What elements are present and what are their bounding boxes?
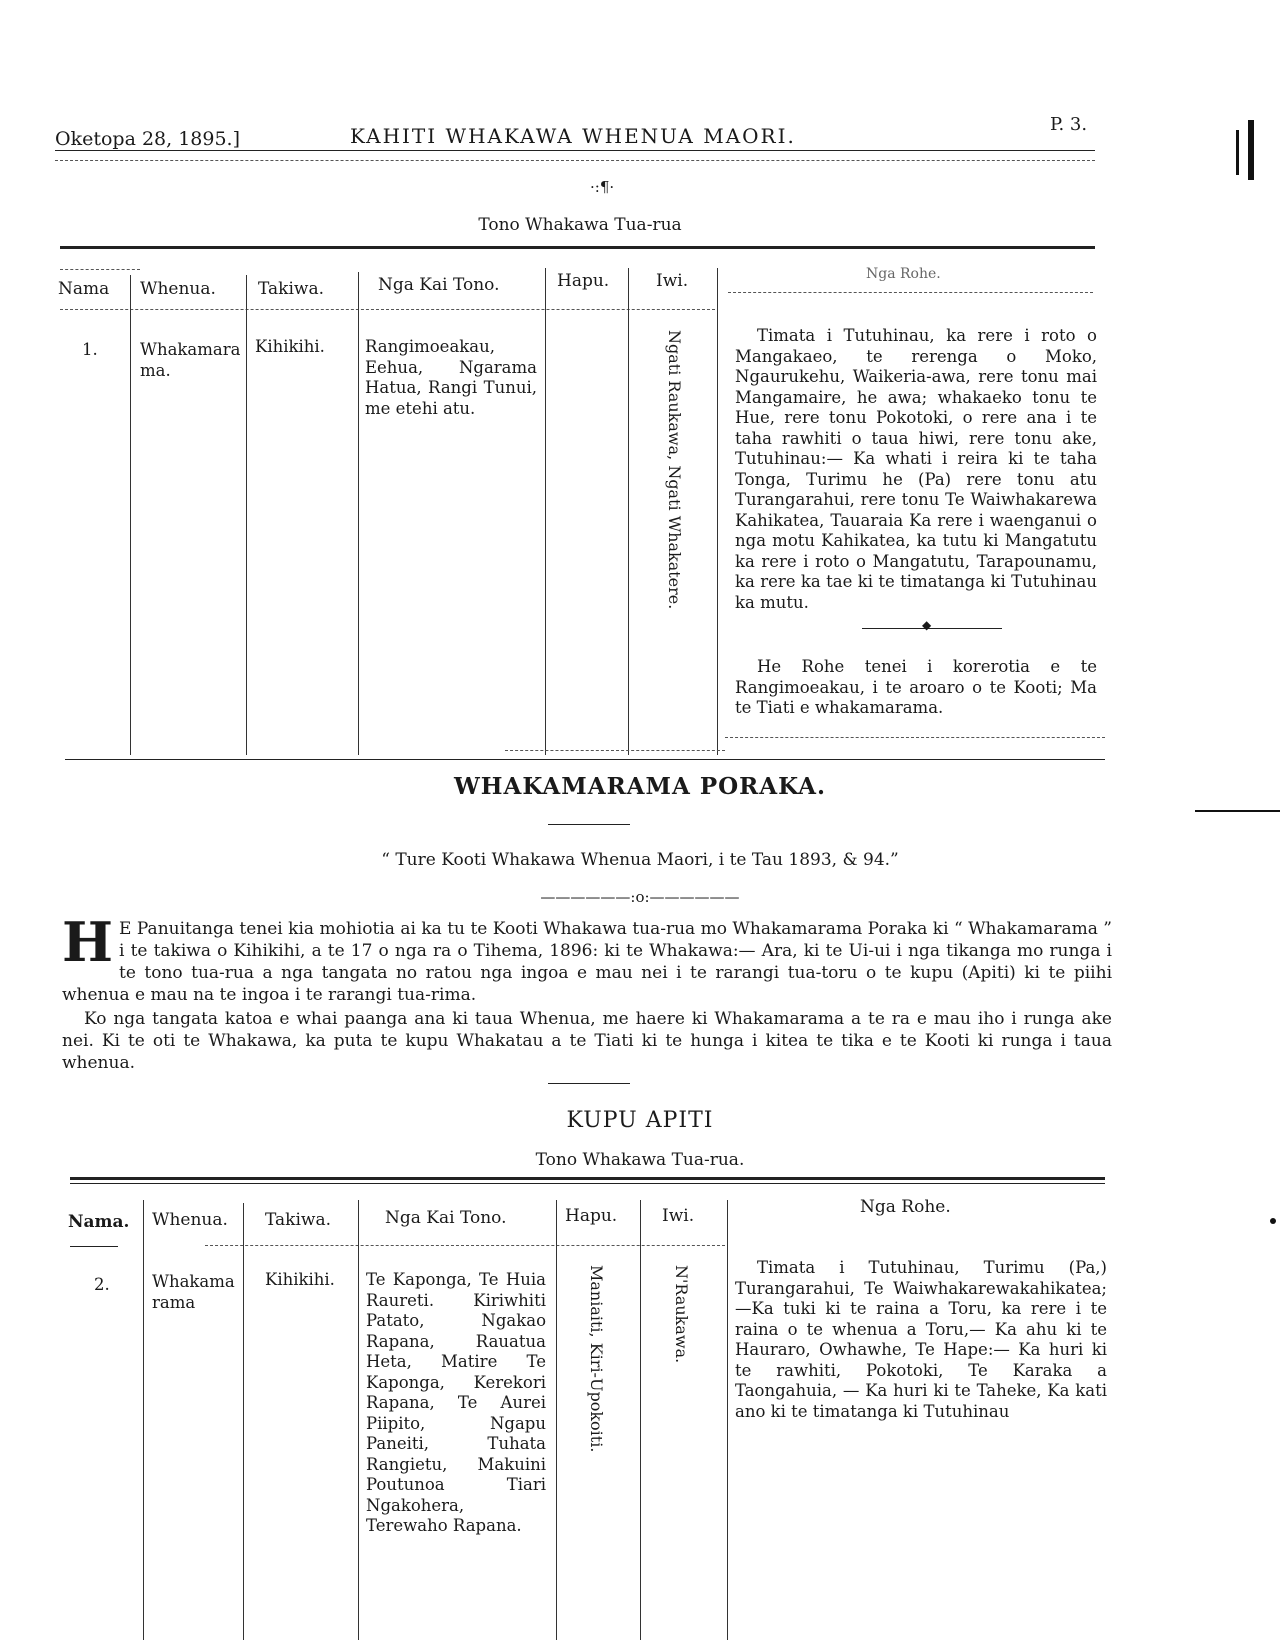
- table1-header-rule: [60, 309, 715, 310]
- table1-divider-1: [130, 275, 131, 755]
- table1-rohe: Timata i Tutuhinau, ka rere i roto o Mangakaeo, te rerenga o Moko, Ngaurukehu, Waikeria-awa, rere tonu mai Mangamaire, he awa; whakaeko tonu te Hue, rere tonu Pokotoki, o rere ana i te taha rawhiti o taua hiwi, rere tonu ake, Tutuhinau:— Ka whati i reira ki te taha Tonga, Turimu he (Pa) rere tonu atu Turangarahui, rere tonu Te Waiwhakarewa Kahikatea, Tauaraia Ka rere i waenganui o nga motu Kahikatea, ka tutu ki Mangatutu ka rere i roto o Mangatutu, Tarapounamu, ka rere ka tae ki te timatanga ki Tutuhinau ka mutu.: [735, 326, 1097, 612]
- table1-iwi: Ngati Raukawa, Ngati Whakatere.: [665, 330, 684, 610]
- schedule-col-whenua: Whenua.: [152, 1210, 228, 1230]
- scan-edge-dot: [1270, 1218, 1276, 1224]
- schedule-divider-4: [556, 1200, 557, 1640]
- table1-kai-tono: Rangimoeakau, Eehua, Ngarama Hatua, Rangi Tunui, me etehi atu.: [365, 337, 537, 418]
- notice-heading: WHAKAMARAMA PORAKA.: [453, 773, 827, 800]
- scan-edge-line: [1195, 810, 1280, 812]
- schedule-iwi: N'Raukawa.: [672, 1265, 691, 1364]
- schedule-header-rule-left: [70, 1246, 118, 1247]
- scan-edge-mark: [1248, 120, 1254, 180]
- schedule-whenua: Whakamarama: [152, 1272, 235, 1312]
- schedule-nama: 2.: [94, 1275, 110, 1294]
- table1-header-rule-right: [728, 292, 1093, 293]
- schedule-divider-5: [640, 1200, 641, 1640]
- schedule-divider-3: [358, 1200, 359, 1640]
- schedule-top-rule: [70, 1177, 1105, 1180]
- schedule-col-nama: Nama.: [68, 1212, 130, 1232]
- issue-date: Oketopa 28, 1895.]: [55, 128, 240, 150]
- table1-col-rohe: Nga Rohe.: [866, 266, 941, 282]
- schedule-col-rohe: Nga Rohe.: [860, 1197, 951, 1217]
- table1-divider-4: [545, 268, 546, 755]
- table1-top-rule: [60, 246, 1095, 249]
- table1-col-iwi: Iwi.: [656, 271, 689, 291]
- notice-end-rule: [548, 1083, 630, 1084]
- schedule-kai-tono: Te Kaponga, Te Huia Raureti. Kiriwhiti Patato, Ngakao Rapana, Rauatua Heta, Matire Te Kaponga, Kerekori Rapana, Te Aurei Piipito, Ngapu Paneiti, Tuhata Rangietu, Makuini Poutunoa Tiari Ngakohera, Terewaho Rapana.: [366, 1270, 546, 1535]
- table1-divider-3: [358, 272, 359, 755]
- table1-col-whenua: Whenua.: [140, 279, 216, 299]
- page-number: P. 3.: [1050, 114, 1088, 135]
- schedule-rohe: Timata i Tutuhinau, Turimu (Pa,) Turangarahui, Te Waiwhakarewakahikatea;—Ka tuki ki te raina a Toru, ka rere i te raina o te whenua a Toru,— Ka ahu ki te Hauraro, Owhawhe, Te Hape:— Ka huri ki te rawhiti, Pokotoki, Te Karaka a Taongahuia, — Ka huri ki te Taheke, Ka kati ano ki te timatanga ki Tutuhinau: [735, 1258, 1107, 1421]
- table1-rule-left: [60, 269, 140, 270]
- notice-paragraph-2: Ko nga tangata katoa e whai paanga ana ki taua Whenua, me haere ki Whakamarama a te ra e mau iho i runga ake nei. Ki te oti te Whakawa, ka puta te kupu Whakatau a te Tiati ki te hunga i kitea te tika e te Kooti ki runga i taua whenua.: [62, 1009, 1112, 1073]
- diamond-separator: [862, 628, 1002, 629]
- table1-divider-2: [246, 275, 247, 755]
- table1-col-hapu: Hapu.: [557, 271, 610, 291]
- notice-act: “ Ture Kooti Whakawa Whenua Maori, i te Tau 1893, & 94.”: [381, 850, 899, 870]
- notice-heading-rule: [548, 824, 630, 825]
- schedule-top-rule-thin: [70, 1183, 1105, 1184]
- schedule-hapu: Maniaiti, Kiri-Upokoiti.: [587, 1265, 606, 1453]
- table1-bottom-rule: [65, 759, 1105, 760]
- schedule-header-rule: [205, 1245, 725, 1246]
- ornament: ·:¶·: [590, 178, 615, 196]
- schedule-divider-6: [727, 1200, 728, 1640]
- schedule-takiwa: Kihikihi.: [265, 1270, 335, 1289]
- table1-bottom-rule-dashed: [505, 750, 725, 751]
- table1-caption: Tono Whakawa Tua-rua: [478, 215, 682, 235]
- schedule-caption: Tono Whakawa Tua-rua.: [535, 1150, 745, 1170]
- table1-nama: 1.: [82, 340, 98, 359]
- table1-col-kai-tono: Nga Kai Tono.: [378, 275, 500, 295]
- table1-note: He Rohe tenei i korerotia e te Rangimoeakau, i te aroaro o te Kooti; Ma te Tiati e whakamarama.: [735, 657, 1097, 717]
- schedule-divider-1: [143, 1200, 144, 1640]
- table1-divider-6: [717, 268, 718, 755]
- notice-paragraph-1-text: E Panuitanga tenei kia mohiotia ai ka tu te Kooti Whakawa tua-rua mo Whakamarama Poraka ki “ Whakamarama ” i te takiwa o Kihikihi, a te 17 o nga ra o Tihema, 1896: ki te Whakawa:— Ara, ki te Ui-ui i nga tikanga mo runga i te tono tua-rua a nga tangata no ratou nga ingoa e mau nei i te rarangi tua-toru o te kupu (Apiti) ki te piihi whenua e mau na te ingoa i te rarangi tua-rima.: [62, 919, 1112, 1005]
- schedule-col-hapu: Hapu.: [565, 1206, 618, 1226]
- schedule-col-kai-tono: Nga Kai Tono.: [385, 1208, 507, 1228]
- scan-edge-mark-2: [1236, 130, 1239, 175]
- drop-cap: H: [62, 910, 114, 974]
- notice-separator: ——————:o:——————: [540, 888, 740, 906]
- schedule-heading: KUPU APITI: [566, 1108, 714, 1133]
- table1-col-nama: Nama: [58, 279, 110, 299]
- notice-paragraph-1: [62, 910, 1112, 1006]
- table1-divider-5: [628, 268, 629, 755]
- table1-takiwa: Kihikihi.: [255, 337, 325, 356]
- table1-whenua: Whakamarama.: [140, 340, 241, 380]
- gazette-title: KAHITI WHAKAWA WHENUA MAORI.: [350, 124, 796, 148]
- table1-col-takiwa: Takiwa.: [258, 279, 324, 299]
- header-rule: [55, 150, 1095, 151]
- header-rule-dashed: [55, 160, 1095, 161]
- schedule-divider-2: [243, 1203, 244, 1640]
- table1-note-rule: [725, 737, 1105, 738]
- schedule-col-takiwa: Takiwa.: [265, 1210, 331, 1230]
- schedule-col-iwi: Iwi.: [662, 1206, 695, 1226]
